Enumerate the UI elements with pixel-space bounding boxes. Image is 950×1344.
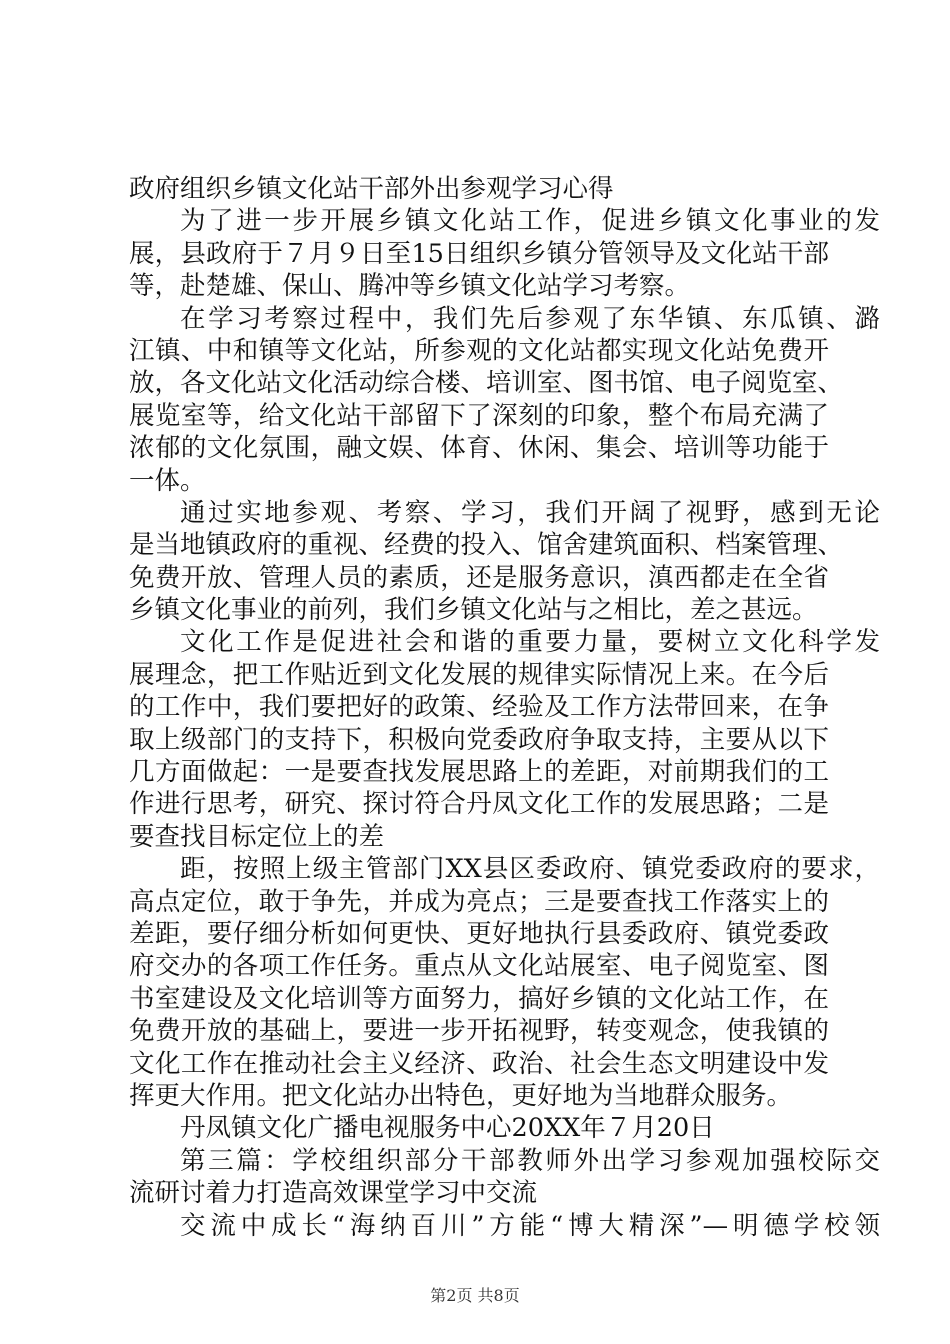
text-line: 展，县政府于７月９日至15日组织乡镇分管领导及文化站干部 (129, 238, 829, 269)
text-line: 挥更大作用。把文化站办出特色，更好地为当地群众服务。 (129, 1080, 793, 1111)
text-line: 通过实地参观、考察、学习，我们开阔了视野，感到无论 (180, 497, 880, 528)
text-line: 浓郁的文化氛围，融文娱、体育、休闲、集会、培训等功能于 (129, 433, 829, 464)
document-body (129, 173, 880, 1242)
document-title: 政府组织乡镇文化站干部外出参观学习心得 (129, 174, 614, 204)
text-line: 免费开放的基础上，要进一步开拓视野，转变观念，使我镇的 (129, 1016, 829, 1047)
text-line: 书室建设及文化培训等方面努力，搞好乡镇的文化站工作，在 (129, 983, 829, 1014)
text-line: 距，按照上级主管部门XX县区委政府、镇党委政府的要求， (180, 854, 880, 885)
text-line: 几方面做起：一是要查找发展思路上的差距，对前期我们的工 (129, 757, 829, 788)
text-line: 文化工作是促进社会和谐的重要力量，要树立文化科学发 (180, 627, 880, 658)
text-line: 免费开放、管理人员的素质，还是服务意识，滇西都走在全省 (129, 562, 829, 593)
text-line: 交流中成长“海纳百川”方能“博大精深”—明德学校领 (180, 1210, 880, 1241)
text-line: 为了进一步开展乡镇文化站工作，促进乡镇文化事业的发 (180, 206, 880, 237)
page-number: 第2页 共8页 (430, 1286, 520, 1305)
text-line: 府交办的各项工作任务。重点从文化站展室、电子阅览室、图 (129, 951, 829, 982)
text-line: 等，赴楚雄、保山、腾冲等乡镇文化站学习考察。 (129, 271, 691, 302)
text-line: 作进行思考，研究、探讨符合丹凤文化工作的发展思路；二是 (129, 789, 829, 820)
text-line: 文化工作在推动社会主义经济、政治、社会生态文明建设中发 (129, 1048, 829, 1079)
text-line: 乡镇文化事业的前列，我们乡镇文化站与之相比，差之甚远。 (129, 595, 818, 626)
section-heading: 流研讨着力打造高效课堂学习中交流 (129, 1178, 538, 1209)
text-line: 高点定位，敢于争先，并成为亮点；三是要查找工作落实上的 (129, 886, 829, 917)
section-heading: 第三篇：学校组织部分干部教师外出学习参观加强校际交 (180, 1145, 880, 1176)
text-line: 的工作中，我们要把好的政策、经验及工作方法带回来，在争 (129, 692, 829, 723)
text-line: 在学习考察过程中，我们先后参观了东华镇、东瓜镇、潞 (180, 303, 880, 334)
text-line: 取上级部门的支持下，积极向党委政府争取支持，主要从以下 (129, 724, 829, 755)
text-line: 一体。 (129, 465, 206, 496)
text-line: 展理念，把工作贴近到文化发展的规律实际情况上来。在今后 (129, 659, 829, 690)
text-line: 放，各文化站文化活动综合楼、培训室、图书馆、电子阅览室、 (129, 368, 844, 399)
text-line: 展览室等，给文化站干部留下了深刻的印象，整个布局充满了 (129, 400, 829, 431)
text-line: 是当地镇政府的重视、经费的投入、馆舍建筑面积、档案管理、 (129, 530, 844, 561)
signature-line: 丹凤镇文化广播电视服务中心20XX年７月20日 (180, 1113, 715, 1144)
text-line: 差距，要仔细分析如何更快、更好地执行县委政府、镇党委政 (129, 918, 829, 949)
text-line: 要查找目标定位上的差 (129, 821, 385, 852)
text-line: 江镇、中和镇等文化站，所参观的文化站都实现文化站免费开 (129, 335, 829, 366)
